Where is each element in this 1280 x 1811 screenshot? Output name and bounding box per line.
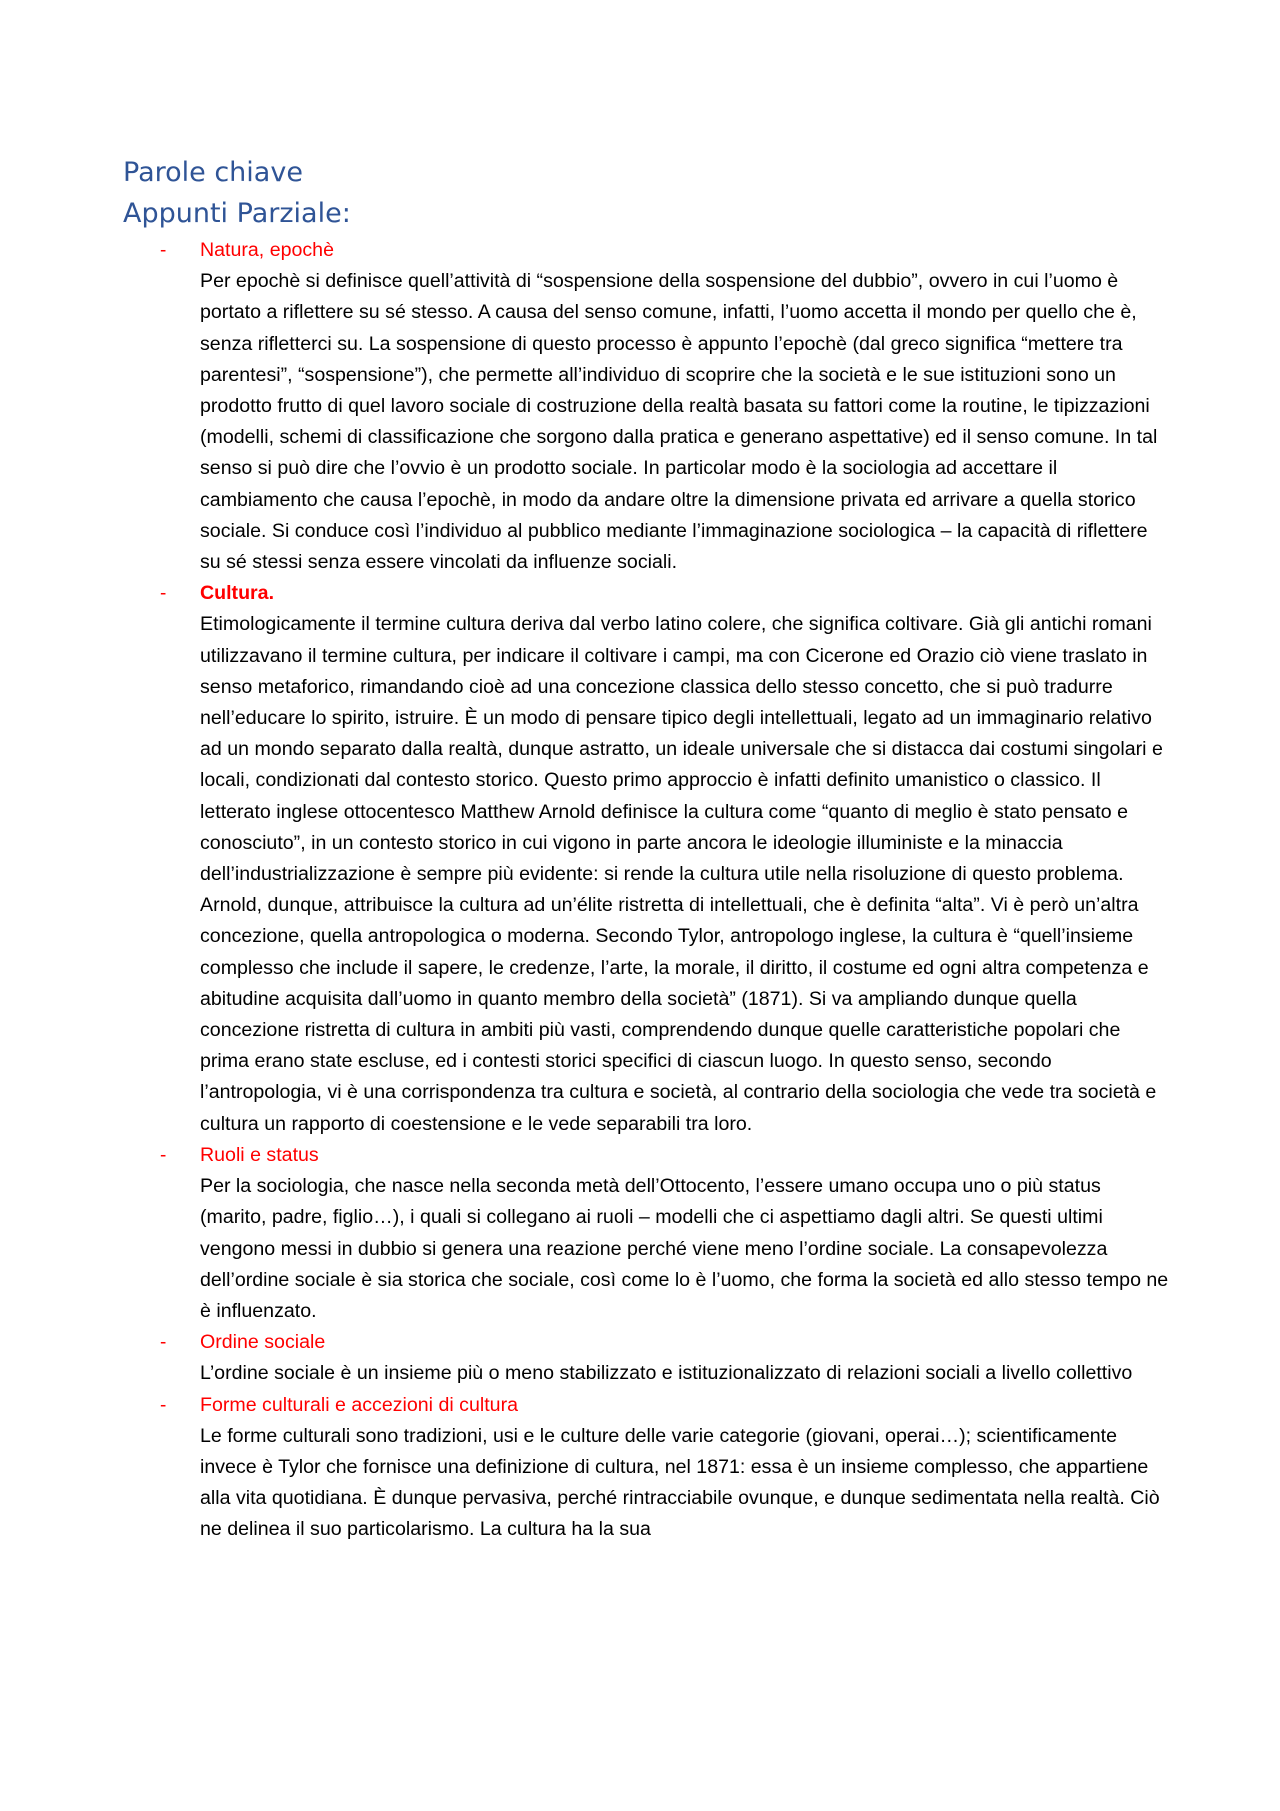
section-title: Forme culturali e accezioni di cultura	[200, 1393, 518, 1416]
section-body: Per epochè si definisce quell’attività di “sospensione della sospensione del dubbio”, ovvero in cui l’uomo è portato a riflettere su sé stesso. A causa del senso comune, infatti, l’uomo accetta il mondo per quello che è, senza rifletterci su. La sospensione di questo processo è appunto l’epochè (dal greco significa “mettere tra parentesi”, “sospensione”), che permette all’individuo di scoprire che la società e le sue istituzioni sono un prodotto frutto di quel lavoro sociale di costruzione della realtà basata su fattori come la routine, le tipizzazioni (modelli, schemi di classificazione che sorgono dalla pratica e generano aspettative) ed il senso comune. In tal senso si può dire che l’ovvio è un prodotto sociale. In particolar modo è la sociologia ad accettare il cambiamento che causa l’epochè, in modo da andare oltre la dimensione privata ed arrivare a quella storico sociale. Si conduce così l’individuo al pubblico mediante l’immaginazione sociologica – la capacità di riflettere su sé stessi senza essere vincolati da influenze sociali.	[200, 270, 1158, 574]
bullet-dash: -	[160, 240, 167, 261]
section-body: Etimologicamente il termine cultura deriva dal verbo latino colere, che significa coltivare. Già gli antichi romani utilizzavano il termine cultura, per indicare il coltivare i campi, ma con Cicerone ed Orazio ciò viene traslato in senso metaforico, rimandando cioè ad una concezione classica dello stesso concetto, che si può tradurre nell’educare lo spirito, istruire. È un modo di pensare tipico degli intellettuali, legato ad un immaginario relativo ad un mondo separato dalla realtà, dunque astratto, un ideale universale che si distacca dai costumi singolari e locali, condizionati dal contesto storico. Questo primo approccio è infatti definito umanistico o classico. Il letterato inglese ottocentesco Matthew Arnold definisce la cultura come “quanto di meglio è stato pensato e conosciuto”, in un contesto storico in cui vigono in parte ancora le ideologie illuministe e la minaccia dell’industrializzazione è sempre più evidente: si rende la cultura utile nella risoluzione di questo problema. Arnold, dunque, attribuisce la cultura ad un’élite ristretta di intellettuali, che è definita “alta”. Vi è però un’altra concezione, quella antropologica o moderna. Secondo Tylor, antropologo inglese, la cultura è “quell’insieme complesso che include il sapere, le credenze, l’arte, la morale, il diritto, il costume ed ogni altra competenza e abitudine acquisita dall’uomo in quanto membro della società” (1871). Si va ampliando dunque quella concezione ristretta di cultura in ambiti più vasti, comprendendo dunque quelle caratteristiche popolari che prima erano state escluse, ed i contesti storici specifici di ciascun luogo. In questo senso, secondo l’antropologia, vi è una corrispondenza tra cultura e società, al contrario della sociologia che vede tra società e cultura un rapporto di coestensione e le vede separabili tra loro.	[200, 613, 1163, 1135]
heading-parole-chiave: Parole chiave	[123, 157, 303, 188]
section-body: Per la sociologia, che nasce nella seconda metà dell’Ottocento, l’essere umano occupa uno o più status (marito, padre, figlio…), i quali si collegano ai ruoli – modelli che ci aspettiamo dagli altri. Se questi ultimi vengono messi in dubbio si genera una reazione perché viene meno l’ordine sociale. La consapevolezza dell’ordine sociale è sia storica che sociale, così come lo è l’uomo, che forma la società ed allo stesso tempo ne è influenzato.	[200, 1175, 1169, 1322]
section-body: Le forme culturali sono tradizioni, usi e le culture delle varie categorie (giovani, operai…); scientificamente invece è Tylor che fornisce una definizione di cultura, nel 1871: essa è un insieme complesso, che appartiene alla vita quotidiana. È dunque pervasiva, perché rintracciabile ovunque, e dunque sedimentata nella realtà. Ciò ne delinea il suo particolarismo. La cultura ha la sua	[200, 1424, 1160, 1541]
bullet-dash: -	[160, 1144, 167, 1166]
list-item	[0, 235, 1280, 578]
section-title: Cultura.	[200, 582, 275, 605]
list-item	[0, 578, 1280, 1140]
bullet-dash: -	[160, 1332, 167, 1354]
list-item	[0, 1140, 1280, 1327]
section-title: Ruoli e status	[200, 1143, 319, 1166]
list-item	[0, 1390, 1280, 1546]
list-item	[0, 1327, 1280, 1389]
bullet-dash: -	[160, 583, 167, 605]
section-title: Natura, epochè	[200, 239, 334, 261]
bullet-dash: -	[160, 1394, 167, 1416]
heading-appunti-parziale: Appunti Parziale:	[123, 198, 351, 229]
section-body: L’ordine sociale è un insieme più o meno stabilizzato e istituzionalizzato di relazioni sociali a livello collettivo	[200, 1362, 1133, 1385]
section-title: Ordine sociale	[200, 1331, 326, 1354]
notes-list	[0, 235, 1280, 1546]
